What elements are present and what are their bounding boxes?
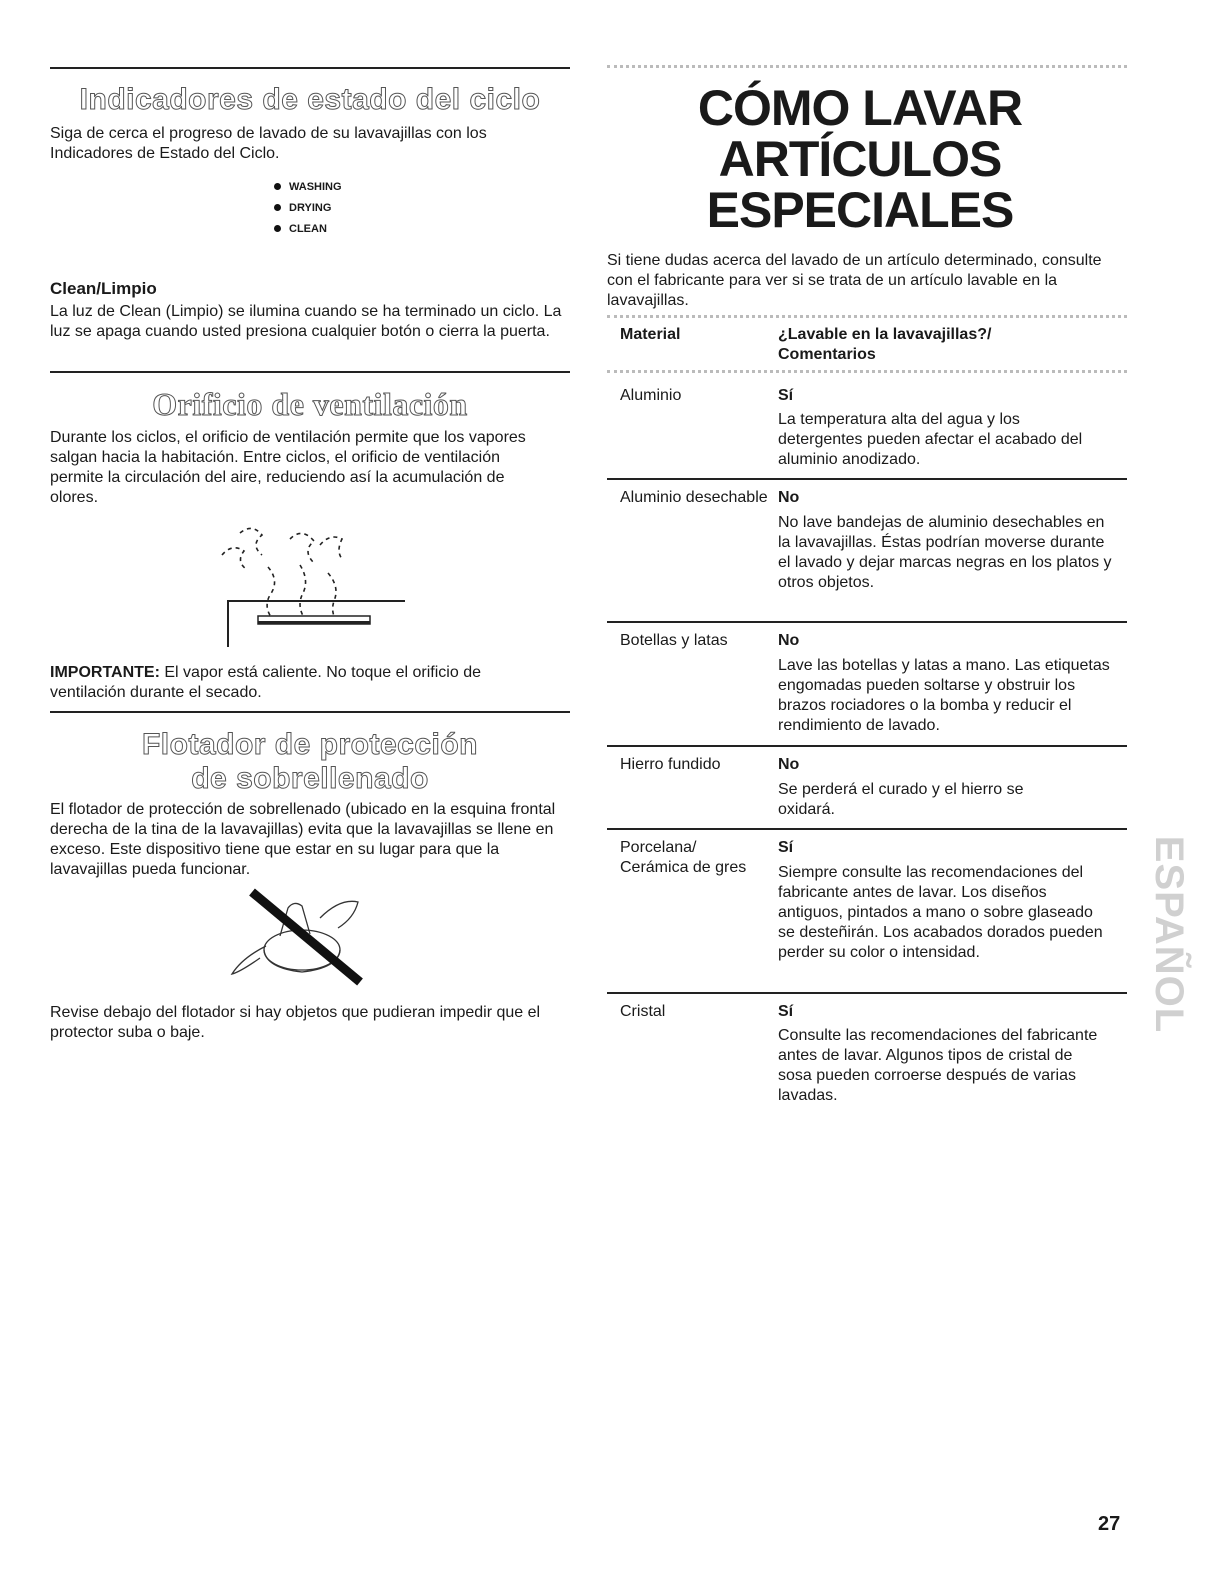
page-title-line2: ARTÍCULOS [718, 131, 1002, 187]
table-top-rule [607, 315, 1127, 318]
float-section-title-line1: Flotador de protección [141, 728, 479, 761]
float-text: El flotador de protección de sobrellenado (ubicado en la esquina frontal derecha de la tina de la lavavajillas) evita que la lavavajillas se llene en exceso. Este dispositivo tiene que estar en su lugar para que la lavavajillas pueda funcionar. [50, 801, 556, 878]
table-row-verdict: No [778, 632, 800, 649]
table-row-material: Aluminio desechable [620, 489, 768, 506]
table-row-comment: Siempre consulte las recomendaciones del fabricante antes de lavar. Los diseños antiguos, pintados a mano o sobre glaseado se desteñirán. Los acabados dorados pueden perder su color o intensidad. [778, 864, 1103, 961]
clean-heading: Clean/Limpio [50, 279, 157, 298]
vent-important [50, 663, 560, 703]
table-row-material: Cristal [620, 1003, 666, 1020]
important-text: El vapor está caliente. No toque el orificio de ventilación durante el secado. [50, 664, 481, 701]
vent-section-title: Orificio de ventilación [152, 386, 468, 422]
table-row-comment: La temperatura alta del agua y los detergentes pueden afectar el acabado del aluminio anodizado. [778, 411, 1083, 468]
table-row-comment: No lave bandejas de aluminio desechables en la lavavajillas. Éstas podrían moverse durante el lavado y dejar marcas negras en los platos y otros objetos. [778, 514, 1112, 591]
table-row-divider [607, 828, 1127, 830]
important-label: IMPORTANTE: [50, 664, 160, 681]
table-row-divider [607, 621, 1127, 623]
table-row-material: Porcelana/ Cerámica de gres [620, 839, 747, 876]
indicator-washing: WASHING [274, 176, 342, 197]
steam-vent-illustration [210, 515, 410, 655]
cycle-section-title: Indicadores de estado del ciclo [79, 83, 541, 116]
table-row-comment: Consulte las recomendaciones del fabricante antes de lavar. Algunos tipos de cristal de sosa pueden corroerse después de varias lavadas. [778, 1027, 1098, 1104]
indicator-drying: DRYING [274, 197, 342, 218]
indicator-clean: CLEAN [274, 218, 342, 239]
overfill-float-illustration [220, 888, 370, 988]
page-title-line1: CÓMO LAVAR [697, 80, 1023, 136]
table-row-material: Botellas y latas [620, 632, 728, 649]
float-section-title-line2: de sobrellenado [191, 762, 429, 795]
divider-top-left [50, 67, 570, 69]
vent-text: Durante los ciclos, el orificio de ventilación permite que los vapores salgan hacia la habitación. Entre ciclos, el orificio de ventilación permite la circulación del aire, reduciendo así la acumulación de olores. [50, 429, 526, 506]
table-header-rule [607, 370, 1127, 373]
table-row-verdict: No [778, 489, 800, 506]
indicator-light-icon [274, 225, 281, 232]
language-side-tab-label: ESPAÑOL [1147, 835, 1192, 1034]
table-row-divider [607, 992, 1127, 994]
divider-vent [50, 371, 570, 373]
table-row-divider [607, 478, 1127, 480]
column-header-comments-line1: ¿Lavable en la lavavajillas?/ [778, 326, 992, 343]
table-row-material: Aluminio [620, 387, 682, 404]
special-items-intro: Si tiene dudas acerca del lavado de un artículo determinado, consulte con el fabricante para ver si se trata de un artículo lavable en la lavavajillas. [607, 252, 1102, 309]
table-row-verdict: No [778, 756, 800, 773]
divider-top-right [607, 65, 1127, 68]
page-number: 27 [1098, 1513, 1121, 1535]
table-row-comment: Se perderá el curado y el hierro se oxidará. [778, 781, 1024, 818]
table-row-verdict: Sí [778, 387, 794, 404]
language-side-tab [1147, 812, 1192, 1057]
table-row-material: Hierro fundido [620, 756, 721, 773]
column-header-comments-line2: Comentarios [778, 346, 876, 363]
column-header-material: Material [620, 326, 681, 343]
table-row-verdict: Sí [778, 1003, 794, 1020]
page-title-line3: ESPECIALES [706, 182, 1014, 238]
float-check-text: Revise debajo del flotador si hay objetos que pudieran impedir que el protector suba o baje. [50, 1004, 541, 1041]
cycle-indicator-list [274, 176, 342, 239]
indicator-light-icon [274, 183, 281, 190]
cycle-intro: Siga de cerca el progreso de lavado de su lavavajillas con los Indicadores de Estado del Ciclo. [50, 125, 487, 162]
clean-text: La luz de Clean (Limpio) se ilumina cuando se ha terminado un ciclo. La luz se apaga cuando usted presiona cualquier botón o cierra la puerta. [50, 303, 562, 340]
table-row-comment: Lave las botellas y latas a mano. Las etiquetas engomadas pueden soltarse y obstruir los brazos rociadores o la bomba y reducir el rendimiento de lavado. [778, 657, 1110, 734]
divider-float [50, 711, 570, 713]
column-header-comments [778, 325, 991, 365]
indicator-light-icon [274, 204, 281, 211]
table-row-verdict: Sí [778, 839, 794, 856]
table-row-divider [607, 745, 1127, 747]
